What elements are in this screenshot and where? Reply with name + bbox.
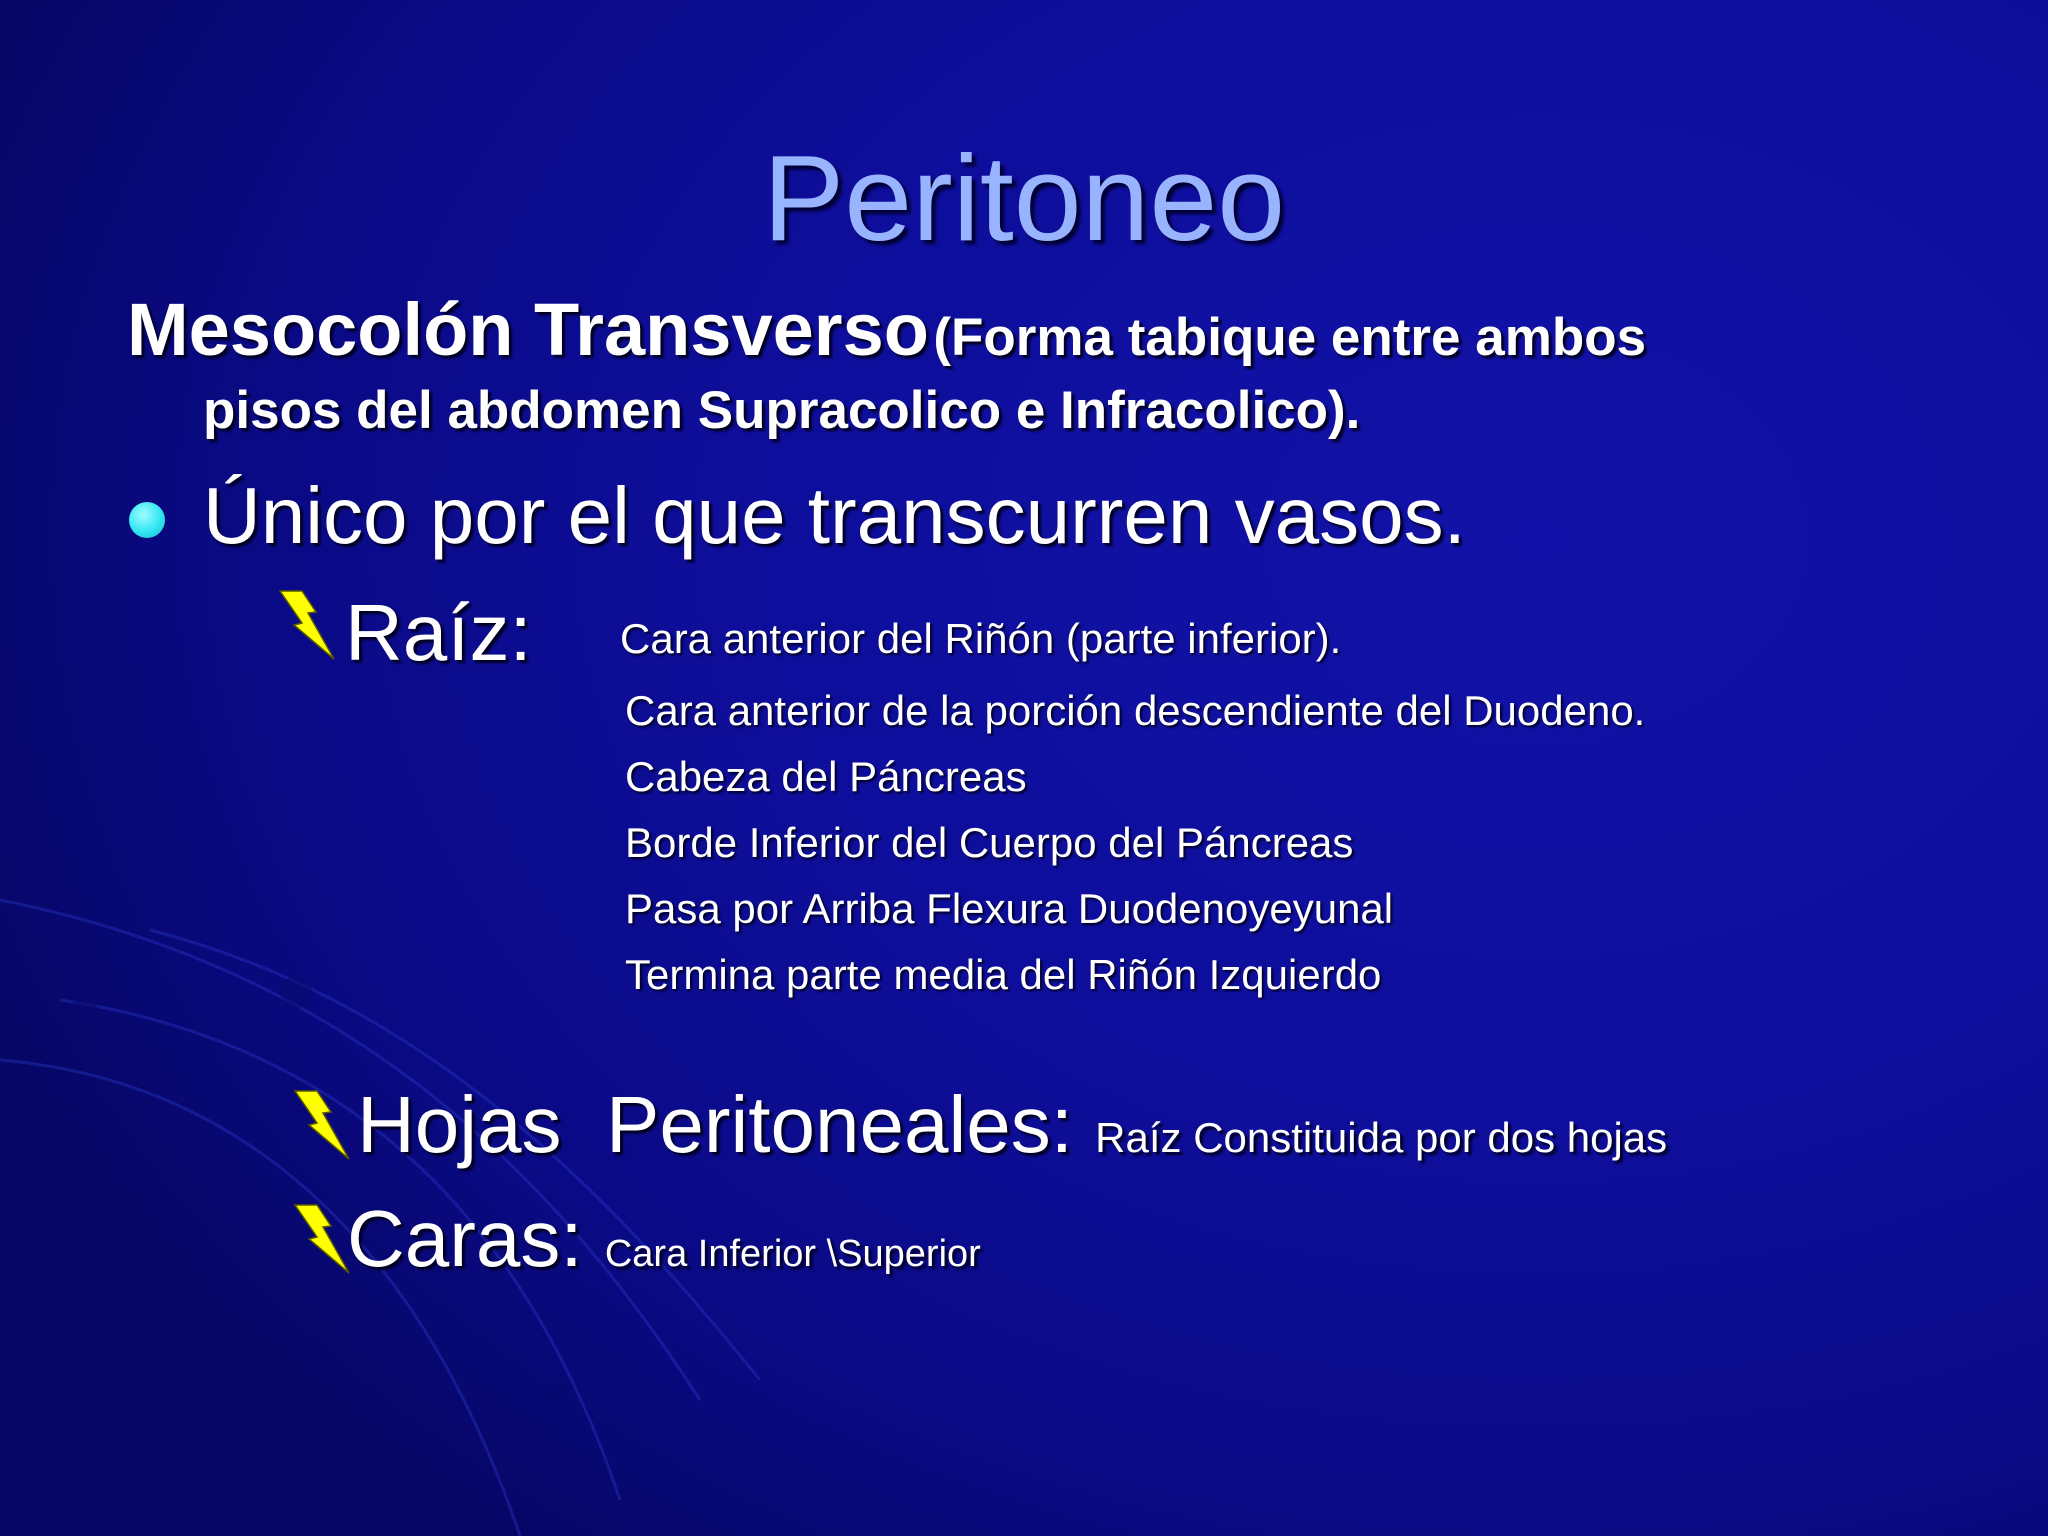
raiz-item: Cara anterior del Riñón (parte inferior). xyxy=(620,615,1342,662)
hojas-peritoneales-text: Raíz Constituida por dos hojas xyxy=(1095,1114,1668,1161)
heading-description-continued: pisos del abdomen Supracolico e Infracolico). xyxy=(203,381,1361,440)
heading-main-text: Mesocolón Transverso xyxy=(127,288,929,371)
slide-title: Peritoneo xyxy=(762,130,1286,266)
main-bullet-text: Único por el que transcurren vasos. xyxy=(203,471,1466,560)
raiz-item: Pasa por Arriba Flexura Duodenoyeyunal xyxy=(625,885,1394,932)
raiz-item: Cabeza del Páncreas xyxy=(625,753,1027,800)
raiz-item: Borde Inferior del Cuerpo del Páncreas xyxy=(625,819,1354,866)
lightning-bolt-icon xyxy=(293,1088,353,1162)
hojas-peritoneales-item xyxy=(357,1080,1667,1183)
round-bullet-icon xyxy=(129,502,165,538)
caras-label: Caras: xyxy=(347,1194,583,1283)
lightning-bolt-icon xyxy=(293,1202,353,1276)
raiz-item: Termina parte media del Riñón Izquierdo xyxy=(625,951,1382,998)
raiz-list xyxy=(625,686,1645,1016)
lightning-bolt-icon xyxy=(278,588,338,662)
heading-line-1 xyxy=(127,288,1927,372)
heading-description: (Forma tabique entre ambos xyxy=(933,308,1647,367)
section-heading xyxy=(127,288,1927,450)
caras-item xyxy=(347,1194,981,1299)
hojas-peritoneales-label: Hojas Peritoneales: xyxy=(357,1080,1073,1169)
caras-text: Cara Inferior \Superior xyxy=(604,1233,981,1275)
raiz-label: Raíz: xyxy=(345,588,532,677)
raiz-item: Cara anterior de la porción descendiente del Duodeno. xyxy=(625,687,1646,734)
